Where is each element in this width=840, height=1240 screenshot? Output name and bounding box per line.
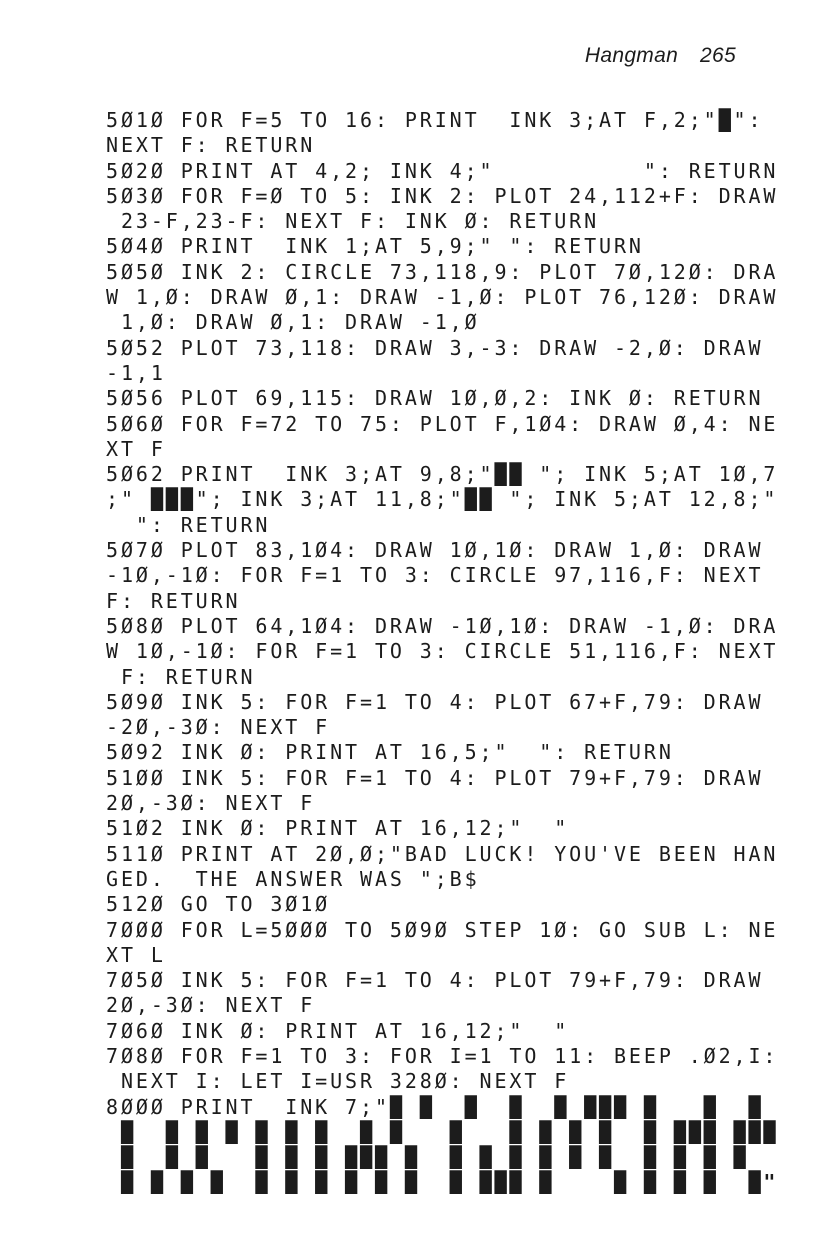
listing-line: NEXT I: LET I=USR 328Ø: NEXT F <box>106 1069 570 1094</box>
page-number: 265 <box>700 44 736 67</box>
listing-line: 23-F,23-F: NEXT F: INK Ø: RETURN <box>106 209 600 234</box>
listing-line: 1,Ø: DRAW Ø,1: DRAW -1,Ø <box>106 310 480 335</box>
listing-line: XT F <box>106 436 166 461</box>
running-title: Hangman <box>584 44 679 67</box>
listing-line: 5Ø7Ø PLOT 83,1Ø4: DRAW 1Ø,1Ø: DRAW 1,Ø: DRAW <box>106 538 764 563</box>
basic-program-listing <box>106 108 796 1196</box>
listing-line: █ █ █ █ █ █ █ █ █ █ █ ███ █ █ █ █ █ █" <box>106 1170 779 1195</box>
listing-line: 5Ø4Ø PRINT INK 1;AT 5,9;" ": RETURN <box>106 234 644 259</box>
listing-line: 51ØØ INK 5: FOR F=1 TO 4: PLOT 79+F,79: DRAW <box>106 765 764 790</box>
listing-line: -1Ø,-1Ø: FOR F=1 TO 3: CIRCLE 97,116,F: NEXT <box>106 563 764 588</box>
listing-line: 7Ø5Ø INK 5: FOR F=1 TO 4: PLOT 79+F,79: DRAW <box>106 968 764 993</box>
listing-line: 5Ø5Ø INK 2: CIRCLE 73,118,9: PLOT 7Ø,12Ø: DRA <box>106 259 779 284</box>
page-header <box>585 44 736 68</box>
listing-line: 7Ø6Ø INK Ø: PRINT AT 16,12;" " <box>106 1018 570 1043</box>
listing-line: W 1,Ø: DRAW Ø,1: DRAW -1,Ø: PLOT 76,12Ø: DRAW <box>106 285 779 310</box>
listing-line: W 1Ø,-1Ø: FOR F=1 TO 3: CIRCLE 51,116,F: NEXT <box>106 639 779 664</box>
listing-line: 5Ø1Ø FOR F=5 TO 16: PRINT INK 3;AT F,2;"█": <box>106 108 764 132</box>
listing-line: 5Ø52 PLOT 73,118: DRAW 3,-3: DRAW -2,Ø: DRAW <box>106 335 764 360</box>
listing-line: -1,1 <box>106 360 166 385</box>
listing-line: 7ØØØ FOR L=5ØØØ TO 5Ø9Ø STEP 1Ø: GO SUB L: NE <box>106 917 779 942</box>
listing-line: 5Ø2Ø PRINT AT 4,2; INK 4;" ": RETURN <box>106 158 779 183</box>
listing-line: 5Ø8Ø PLOT 64,1Ø4: DRAW -1Ø,1Ø: DRAW -1,Ø: DRA <box>106 613 779 638</box>
listing-line: 5Ø9Ø INK 5: FOR F=1 TO 4: PLOT 67+F,79: DRAW <box>106 689 764 714</box>
listing-line: 51Ø2 INK Ø: PRINT AT 16,12;" " <box>106 816 570 841</box>
listing-line: 5Ø62 PRINT INK 3;AT 9,8;"██ "; INK 5;AT 1Ø,7 <box>106 462 779 487</box>
listing-line: -2Ø,-3Ø: NEXT F <box>106 715 331 740</box>
listing-line: F: RETURN <box>106 664 256 689</box>
listing-line: ": RETURN <box>106 512 271 537</box>
listing-line: █ █ █ █ █ █ █ █ █ █ █ █ █ █ █ ███ ███ <box>106 1119 779 1144</box>
listing-line: 5Ø92 INK Ø: PRINT AT 16,5;" ": RETURN <box>106 740 674 765</box>
listing-line: 5Ø3Ø FOR F=Ø TO 5: INK 2: PLOT 24,112+F: DRAW <box>106 183 779 208</box>
listing-line: GED. THE ANSWER WAS ";B$ <box>106 866 480 891</box>
listing-line: NEXT F: RETURN <box>106 133 316 158</box>
listing-line: 7Ø8Ø FOR F=1 TO 3: FOR I=1 TO 11: BEEP .Ø2,I: <box>106 1043 779 1068</box>
listing-line: 8ØØØ PRINT INK 7;"█ █ █ █ █ ███ █ █ █ <box>106 1094 764 1119</box>
listing-line: F: RETURN <box>106 588 241 613</box>
listing-line: 511Ø PRINT AT 2Ø,Ø;"BAD LUCK! YOU'VE BEEN HAN <box>106 841 779 866</box>
listing-line: █ █ █ █ █ █ ███ █ █ █ █ █ █ █ █ █ █ █ <box>106 1145 749 1170</box>
listing-line: ;" ███"; INK 3;AT 11,8;"██ "; INK 5;AT 12,8;" <box>106 487 779 512</box>
listing-line: 512Ø GO TO 3Ø1Ø <box>106 892 331 917</box>
listing-line: 2Ø,-3Ø: NEXT F <box>106 791 316 816</box>
listing-line: 5Ø6Ø FOR F=72 TO 75: PLOT F,1Ø4: DRAW Ø,4: NE <box>106 411 779 436</box>
listing-line: 5Ø56 PLOT 69,115: DRAW 1Ø,Ø,2: INK Ø: RETURN <box>106 386 764 411</box>
listing-line: XT L <box>106 942 166 967</box>
listing-line: 2Ø,-3Ø: NEXT F <box>106 993 316 1018</box>
